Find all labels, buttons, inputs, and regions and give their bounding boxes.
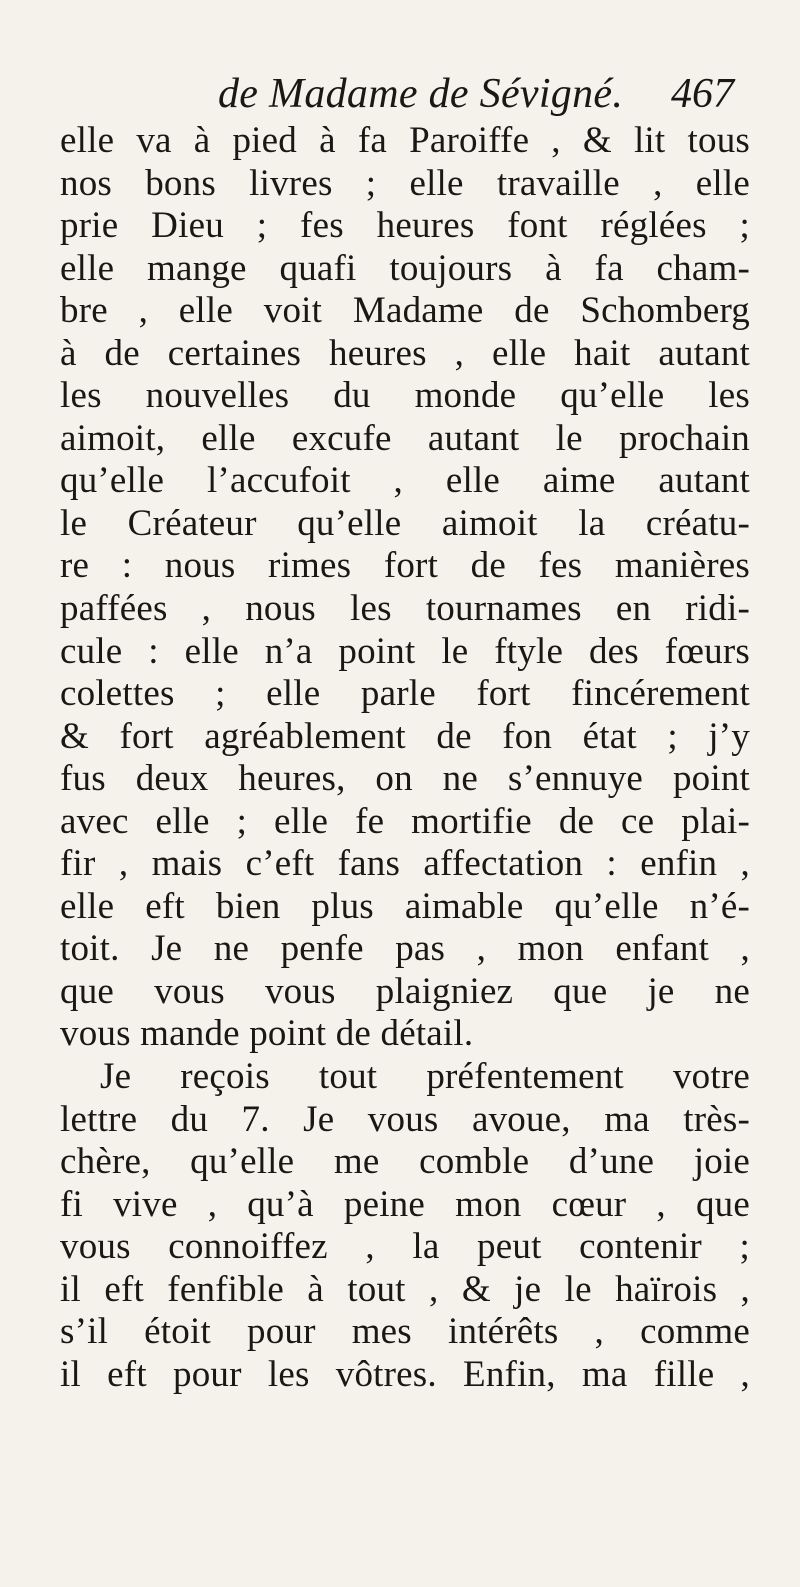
text-line: elle eft bien plus aimable qu’elle n’é-	[60, 885, 750, 927]
body-text	[60, 120, 750, 1396]
text-line: fir , mais c’eft fans affectation : enfin ,	[60, 843, 750, 885]
text-line: nos bons livres ; elle travaille , elle	[60, 162, 750, 204]
text-line: vous mande point de détail.	[60, 1013, 474, 1055]
text-line: fi vive , qu’à peine mon cœur , que	[60, 1183, 750, 1225]
text-line: il eft pour les vôtres. Enfin, ma fille ,	[60, 1353, 750, 1395]
page-number: 467	[671, 71, 734, 117]
text-line: il eft fenfible à tout , & je le haïrois ,	[60, 1268, 750, 1310]
text-line: les nouvelles du monde qu’elle les	[60, 375, 750, 417]
text-line: lettre du 7. Je vous avoue, ma très-	[60, 1098, 750, 1140]
text-line: re : nous rimes fort de fes manières	[60, 545, 750, 587]
text-line: que vous vous plaigniez que je ne	[60, 970, 750, 1012]
text-line: cule : elle n’a point le ftyle des fœurs	[60, 630, 750, 672]
text-line: avec elle ; elle fe mortifie de ce plai-	[60, 800, 750, 842]
text-line: chère, qu’elle me comble d’une joie	[60, 1141, 750, 1183]
text-line: paffées , nous les tournames en ridi-	[60, 588, 750, 630]
text-line: & fort agréablement de fon état ; j’y	[60, 715, 750, 757]
text-line: qu’elle l’accufoit , elle aime autant	[60, 460, 750, 502]
text-line: à de certaines heures , elle hait autant	[60, 332, 750, 374]
text-line: fus deux heures, on ne s’ennuye point	[60, 758, 750, 800]
text-line: elle mange quafi toujours à fa cham-	[60, 247, 750, 289]
text-line: elle va à pied à fa Paroiffe , & lit tous	[60, 120, 750, 161]
text-line: prie Dieu ; fes heures font réglées ;	[60, 205, 750, 247]
text-line: colettes ; elle parle fort fincérement	[60, 673, 750, 715]
text-line: le Créateur qu’elle aimoit la créatu-	[60, 502, 750, 544]
text-line: bre , elle voit Madame de Schomberg	[60, 290, 750, 332]
running-title: de Madame de Sévigné.	[218, 71, 624, 117]
text-line: vous connoiffez , la peut contenir ;	[60, 1226, 750, 1268]
text-line: s’il étoit pour mes intérêts , comme	[60, 1311, 750, 1353]
text-line-paragraph-start: Je reçois tout préfentement votre	[100, 1056, 750, 1098]
text-line: toit. Je ne penfe pas , mon enfant ,	[60, 928, 750, 970]
text-line: aimoit, elle excufe autant le prochain	[60, 417, 750, 459]
